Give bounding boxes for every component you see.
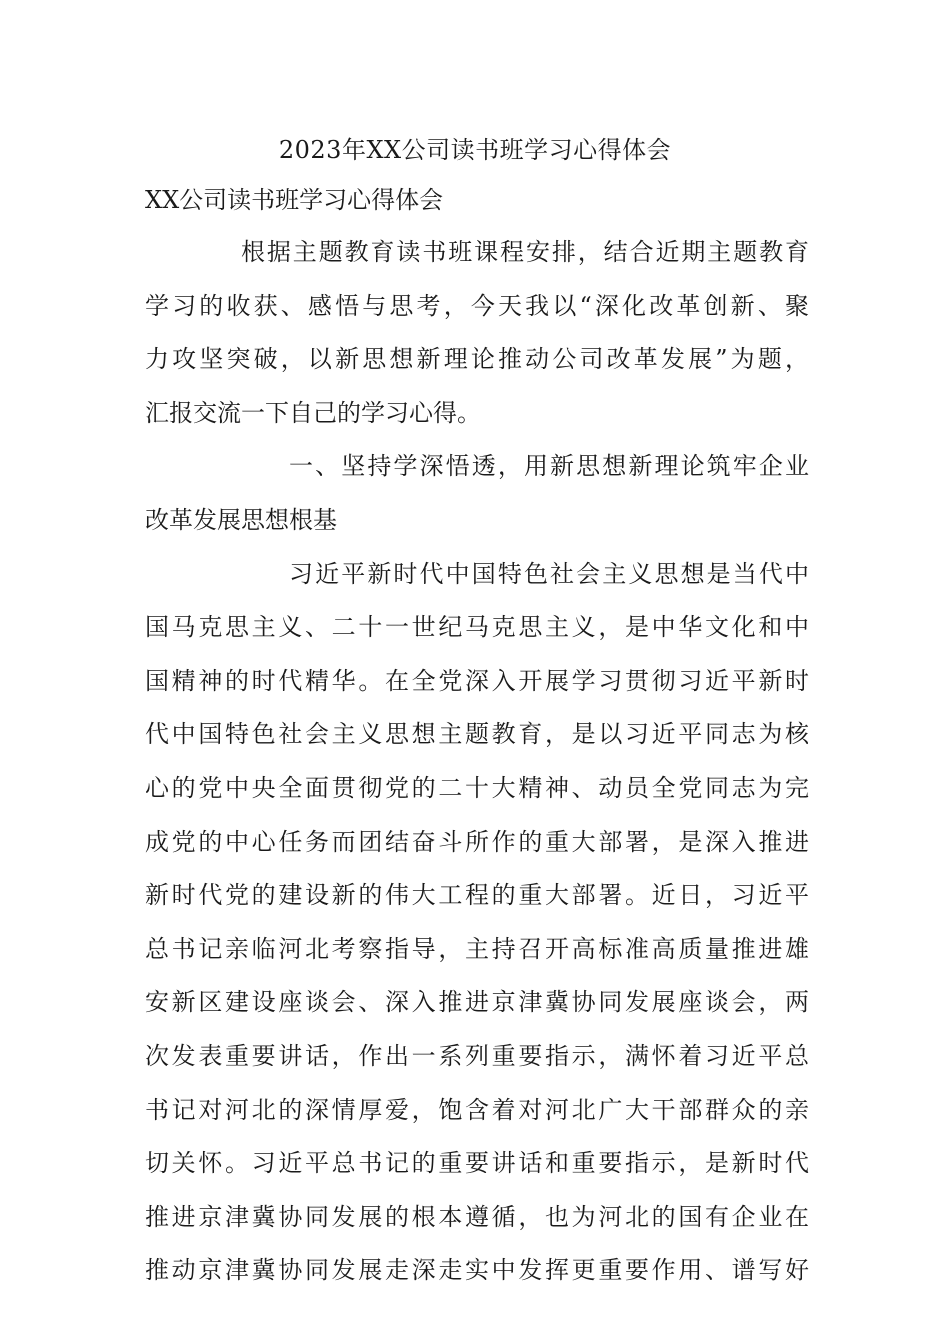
text-line: 改革发展思想根基 bbox=[145, 505, 337, 534]
text-line: 心的党中央全面贯彻党的二十大精神、动员全党同志为完 bbox=[145, 773, 809, 802]
section-heading bbox=[145, 440, 809, 547]
document-subtitle: XX公司读书班学习心得体会 bbox=[145, 186, 444, 214]
text-line: 根据主题教育读书班课程安排，结合近期主题教育 bbox=[241, 238, 809, 266]
paragraph-intro bbox=[145, 226, 809, 440]
paragraph-body bbox=[145, 548, 809, 1298]
document-body bbox=[145, 226, 809, 1298]
text-line: 国马克思主义、二十一世纪马克思主义，是中华文化和中 bbox=[145, 613, 809, 642]
text-line: 一、坚持学深悟透，用新思想新理论筑牢企业 bbox=[289, 452, 809, 481]
text-line: 推进京津冀协同发展的根本遵循，也为河北的国有企业在 bbox=[145, 1202, 809, 1231]
text-line: 汇报交流一下自己的学习心得。 bbox=[145, 398, 481, 427]
text-line: 学习的收获、感悟与思考，今天我以“深化改革创新、聚 bbox=[145, 291, 809, 320]
text-line: 推动京津冀协同发展走深走实中发挥更重要作用、谱写好 bbox=[145, 1256, 809, 1285]
text-line: 新时代党的建设新的伟大工程的重大部署。近日，习近平 bbox=[145, 881, 809, 910]
text-line: 安新区建设座谈会、深入推进京津冀协同发展座谈会，两 bbox=[145, 988, 809, 1017]
text-line: 总书记亲临河北考察指导，主持召开高标准高质量推进雄 bbox=[145, 934, 809, 963]
text-line: 次发表重要讲话，作出一系列重要指示，满怀着习近平总 bbox=[145, 1041, 809, 1070]
text-line: 力攻坚突破，以新思想新理论推动公司改革发展”为题， bbox=[145, 345, 809, 374]
text-line: 书记对河北的深情厚爱，饱含着对河北广大干部群众的亲 bbox=[145, 1095, 809, 1124]
text-line: 成党的中心任务而团结奋斗所作的重大部署，是深入推进 bbox=[145, 827, 809, 856]
text-line: 习近平新时代中国特色社会主义思想是当代中 bbox=[289, 559, 809, 588]
document-title: 2023年XX公司读书班学习心得体会 bbox=[278, 136, 672, 164]
text-line: 切关怀。习近平总书记的重要讲话和重要指示，是新时代 bbox=[145, 1149, 809, 1178]
text-line: 国精神的时代精华。在全党深入开展学习贯彻习近平新时 bbox=[145, 666, 809, 695]
text-line: 代中国特色社会主义思想主题教育，是以习近平同志为核 bbox=[145, 720, 809, 749]
